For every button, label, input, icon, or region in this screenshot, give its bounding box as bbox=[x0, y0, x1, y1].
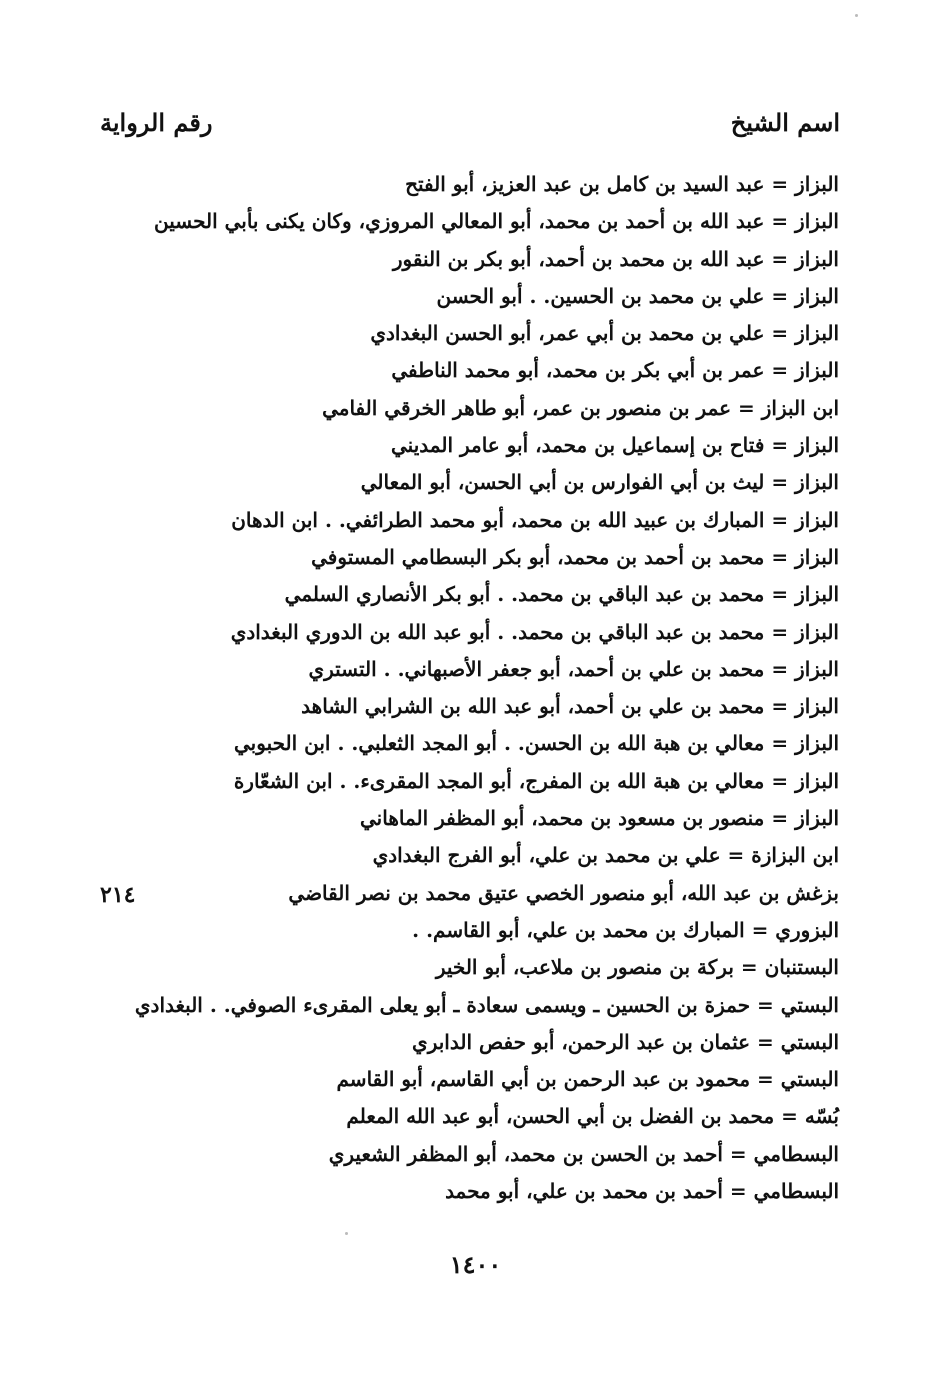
list-item: ابن البزازة = علي بن محمد بن علي، أبو الفرج البغدادي bbox=[372, 843, 839, 868]
list-item: البزاز = معالي بن هبة الله بن المفرج، أبو المجد المقرىء. . ابن الشعّارة bbox=[233, 768, 839, 793]
list-item: البزاز = ليث بن أبي الفوارس بن أبي الحسن، أبو المعالي bbox=[360, 470, 839, 495]
page-number: ١٤٠٠ bbox=[449, 1250, 502, 1279]
list-item: البزاز = فتاح بن إسماعيل بن محمد، أبو عامر المديني bbox=[391, 433, 839, 458]
list-item: البستي = محمود بن عبد الرحمن بن أبي القاسم، أبو القاسم bbox=[336, 1067, 839, 1092]
column-header bbox=[100, 108, 840, 148]
list-item: البزاز = محمد بن عبد الباقي بن محمد. . أبو عبد الله بن الدوري البغدادي bbox=[230, 619, 839, 644]
list-item: البزوري = المبارك بن محمد بن علي، أبو القاسم. . bbox=[412, 917, 839, 942]
list-item: البزاز = محمد بن عبد الباقي بن محمد. . أبو بكر الأنصاري السلمي bbox=[284, 582, 839, 607]
list-item: البستنبان = بركة بن منصور بن ملاعب، أبو الخير bbox=[435, 955, 839, 980]
list-item: البزاز = عبد الله بن محمد بن أحمد، أبو بكر بن النقور bbox=[392, 246, 839, 271]
sheikh-entry-list bbox=[119, 166, 839, 1210]
list-item: البستي = حمزة بن الحسين ـ ويسمى سعادة ـ أبو يعلى المقرىء الصوفي. . البغدادي bbox=[134, 992, 839, 1017]
list-item: البزاز = محمد بن علي بن أحمد، أبو عبد الله بن الشرابي الشاهد bbox=[301, 694, 839, 719]
list-item: البزاز = عبد الله بن أحمد بن محمد، أبو المعالي المروزي، وكان يكنى بأبي الحسين bbox=[153, 209, 839, 234]
list-item: البزاز = محمد بن علي بن أحمد، أبو جعفر الأصبهاني. . التستري bbox=[308, 656, 839, 681]
scan-speck bbox=[855, 14, 858, 17]
list-item: البسطامي = أحمد بن محمد بن علي، أبو محمد bbox=[445, 1179, 839, 1204]
list-item: البزاز = علي بن محمد بن الحسين. . أبو الحسن bbox=[436, 283, 839, 308]
list-item: البسطامي = أحمد بن الحسن بن محمد، أبو المظفر الشعيري bbox=[328, 1141, 839, 1166]
list-item: ابن البزاز = عمر بن منصور بن عمر، أبو طاهر الخرقي الفامي bbox=[322, 395, 839, 420]
list-item: بزغش بن عبد الله، أبو منصور الخصي عتيق محمد بن نصر القاضي bbox=[288, 880, 839, 905]
narration-number: ٢١٤ bbox=[100, 882, 136, 908]
list-item: البزاز = معالي بن هبة الله بن الحسن. . أبو المجد الثعلبي. . ابن الحبوبي bbox=[234, 731, 839, 756]
list-item: البزاز = منصور بن مسعود بن محمد، أبو المظفر الماهاني bbox=[359, 806, 839, 831]
narration-number-heading: رقم الرواية bbox=[100, 108, 213, 137]
list-item: البزاز = عمر بن أبي بكر بن محمد، أبو محمد الناطفي bbox=[391, 358, 839, 383]
list-item: البزاز = عبد السيد بن كامل بن عبد العزيز، أبو الفتح bbox=[405, 172, 839, 196]
list-item: البستي = عثمان بن عبد الرحمن، أبو حفص الدابري bbox=[412, 1029, 839, 1054]
list-item: البزاز = علي بن محمد بن أبي عمر، أبو الحسن البغدادي bbox=[370, 321, 839, 346]
scan-speck bbox=[345, 1232, 348, 1235]
list-item: البزاز = محمد بن أحمد بن محمد، أبو بكر البسطامي المستوفي bbox=[311, 544, 839, 569]
list-item: البزاز = المبارك بن عبيد الله بن محمد، أبو محمد الطرائفي. . ابن الدهان bbox=[231, 507, 839, 532]
sheikh-name-heading: اسم الشيخ bbox=[730, 108, 840, 137]
list-item: بُسّه = محمد بن الفضل بن أبي الحسن، أبو عبد الله المعلم bbox=[346, 1104, 839, 1129]
